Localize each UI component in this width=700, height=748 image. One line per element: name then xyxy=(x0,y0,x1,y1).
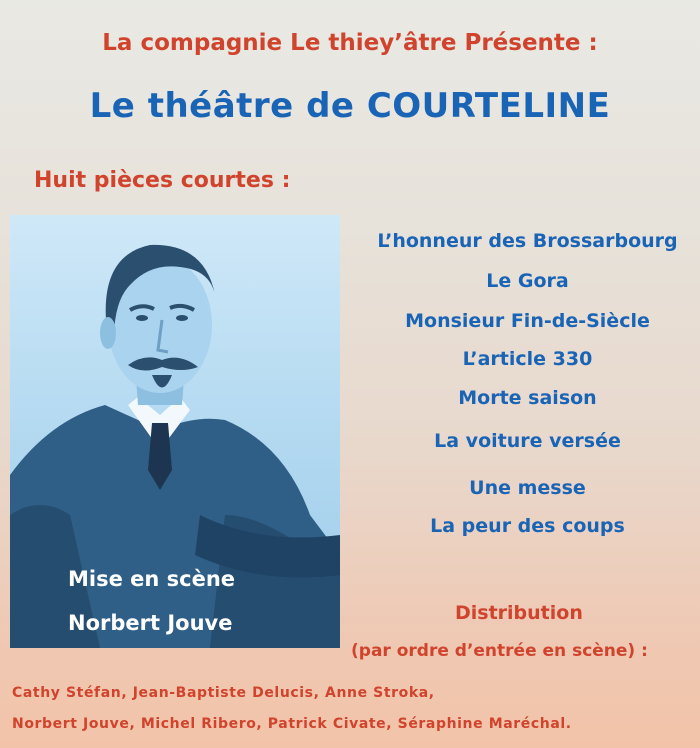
play-title: Une messe xyxy=(469,477,586,499)
play-title: Le Gora xyxy=(486,270,569,292)
play-title: La voiture versée xyxy=(434,430,621,452)
play-title: L’honneur des Brossarbourg xyxy=(377,230,678,252)
distribution-note: (par ordre d’entrée en scène) : xyxy=(351,641,648,661)
cast-line: Norbert Jouve, Michel Ribero, Patrick Civate, Séraphine Maréchal. xyxy=(12,716,572,732)
play-title: Monsieur Fin-de-Siècle xyxy=(405,310,650,332)
cast-line: Cathy Stéfan, Jean-Baptiste Delucis, Anne Stroka, xyxy=(12,685,435,701)
distribution-heading: Distribution xyxy=(455,602,583,624)
play-title: L’article 330 xyxy=(462,348,593,370)
play-title: Morte saison xyxy=(458,387,597,409)
director-name: Norbert Jouve xyxy=(68,611,233,635)
staging-label: Mise en scène xyxy=(68,567,236,591)
poster-title: Le théâtre de COURTELINE xyxy=(89,86,611,126)
presenter-line: La compagnie Le thiey’âtre Présente : xyxy=(102,30,598,56)
play-title: La peur des coups xyxy=(430,515,625,537)
plays-subtitle: Huit pièces courtes : xyxy=(34,168,291,193)
